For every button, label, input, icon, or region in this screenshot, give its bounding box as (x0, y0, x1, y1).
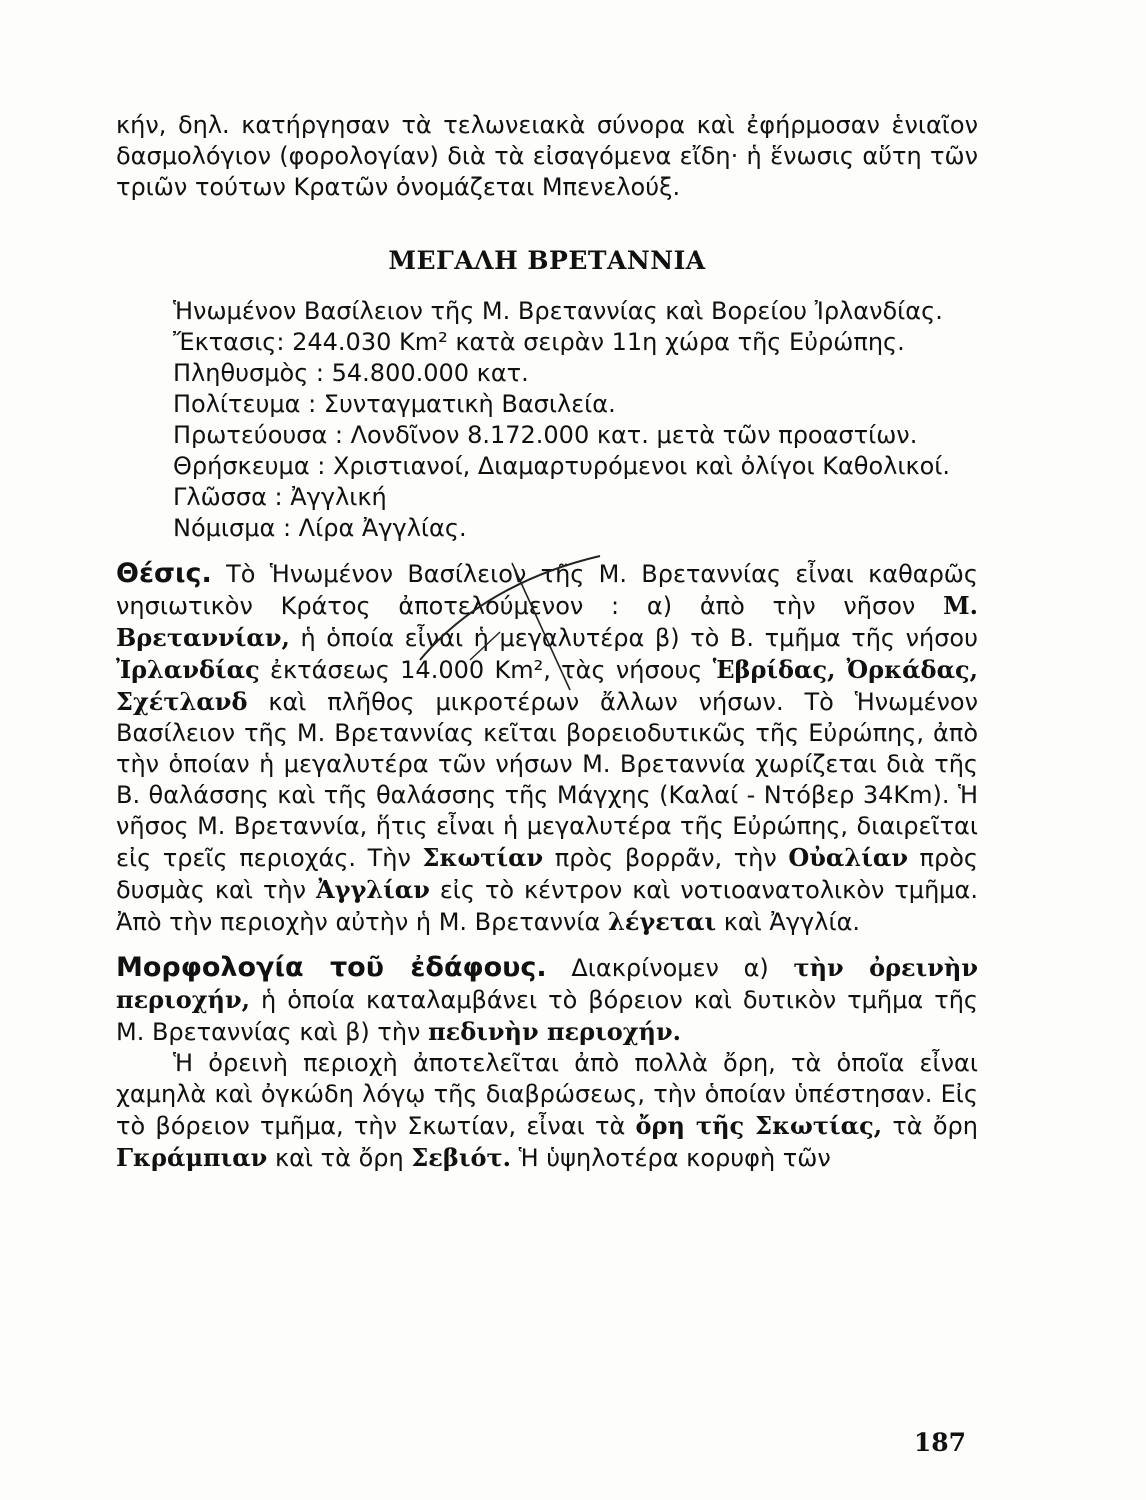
section-heading: ΜΕΓΑΛΗ ΒΡΕΤΑΝΝΙΑ (388, 246, 706, 275)
morphology-paragraph (116, 952, 978, 1048)
mountains-bold-2: Γκράμπιαν (116, 1143, 268, 1172)
position-text-6: πρὸς δυσμὰς καὶ τὴν (116, 844, 979, 904)
mountains-text-1: Ἡ ὀρεινὴ περιοχὴ ἀποτελεῖται ἀπὸ πολλὰ ὄρη, τὰ ὁποῖα εἶναι χαμηλὰ καὶ ὀγκώδη λόγῳ τῆς διαβρώσεως, τὴν ὁποίαν ὑπέστησαν. Εἰς τὸ βόρειον τμῆμα, τὴν Σκωτίαν, εἶναι τὰ (116, 1049, 978, 1140)
position-bold-7: λέγεται (607, 907, 717, 936)
page-number: 187 (913, 1428, 966, 1457)
position-bold-5: Οὐαλίαν (788, 843, 908, 872)
morphology-bold-2: πεδινὴν περιοχήν. (428, 1017, 681, 1046)
position-paragraph (116, 558, 978, 938)
mountains-text-2: τὰ ὄρη (882, 1112, 978, 1140)
position-text-4: καὶ πλῆθος μικροτέρων ἄλλων νήσων. Τὸ Ἡνωμένον Βασίλειον τῆς Μ. Βρεταννίας κεῖται βορειοδυτικῶς τῆς Εὐρώπης, ἀπὸ τὴν ὁποίαν ἡ μεγαλυτέρα τῶν νήσων Μ. Βρεταννία χωρίζεται διὰ τῆς Β. θαλάσσης καὶ τῆς θαλάσσης τῆς Μάγχης (Καλαί - Ντόβερ 34Km). Ἡ νῆσος Μ. Βρεταννία, ἥτις εἶναι ἡ μεγαλυτέρα τῆς Εὐρώπης, διαιρεῖται εἰς τρεῖς περιοχάς. Τὴν (116, 688, 978, 872)
fact-language: Γλῶσσα : Ἀγγλική (173, 483, 387, 511)
morphology-text-1: Διακρίνομεν α) (546, 954, 794, 982)
position-bold-4: Σκωτίαν (422, 843, 544, 872)
mountains-paragraph (116, 1048, 978, 1174)
mountains-bold-1: ὄρη τῆς Σκωτίας, (635, 1111, 883, 1140)
fact-religion: Θρήσκευμα : Χριστιανοί, Διαμαρτυρόμενοι καὶ ὀλίγοι Καθολικοί. (173, 452, 951, 480)
body-text (116, 110, 978, 1174)
position-text-2: ἡ ὁποία εἶναι ἡ μεγαλυτέρα β) τὸ Β. τμῆμα τῆς νήσου (289, 624, 978, 652)
intro-paragraph: κήν, δηλ. κατήργησαν τὰ τελωνειακὰ σύνορα καὶ ἐφήρμοσαν ἑνιαῖον δασμολόγιον (φορολογίαν) διὰ τὰ εἰσαγόμενα εἴδη· ἡ ἕνωσις αὕτη τῶν τριῶν τούτων Κρατῶν ὀνομάζεται Μπενελούξ. (116, 111, 978, 201)
fact-population: Πληθυσμὸς : 54.800.000 κατ. (173, 359, 529, 387)
position-text-7: εἰς τὸ κέντρον καὶ νοτιοανατολικὸν τμῆμα. Ἀπὸ τὴν περιοχὴν αὐτὴν ἡ Μ. Βρεταννία (116, 876, 979, 936)
position-bold-6: Ἀγγλίαν (315, 875, 430, 904)
position-text-8: καὶ Ἀγγλία. (716, 908, 861, 936)
fact-government: Πολίτευμα : Συνταγματικὴ Βασιλεία. (173, 390, 616, 418)
position-text-3: ἐκτάσεως 14.000 Km², τὰς νήσους (259, 656, 713, 684)
position-bold-1: Μ. Βρεταννίαν, (116, 591, 978, 652)
mountains-text-4: Ἡ ὑψηλοτέρα κορυφὴ τῶν (510, 1144, 831, 1172)
mountains-bold-3: Σεβιότ. (411, 1143, 511, 1172)
position-bold-3: Ἑβρίδας, Ὀρκάδας, Σχέτλανδ (116, 655, 979, 716)
position-bold-2: Ἰρλανδίας (116, 655, 260, 684)
position-lead: Θέσις. (116, 558, 212, 589)
fact-currency: Νόμισμα : Λίρα Ἀγγλίας. (173, 514, 467, 542)
fact-official-name: Ἡνωμένον Βασίλειον τῆς Μ. Βρεταννίας καὶ Βορείου Ἰρλανδίας. (173, 297, 943, 325)
morphology-bold-1: τὴν ὀρεινὴν περιοχήν, (116, 953, 979, 1014)
morphology-text-2: ἡ ὁποία καταλαμβάνει τὸ βόρειον καὶ δυτικὸν τμῆμα τῆς Μ. Βρεταννίας καὶ β) τὴν (116, 986, 978, 1046)
fact-area: Ἔκτασις: 244.030 Km² κατὰ σειρὰν 11η χώρα τῆς Εὐρώπης. (173, 328, 905, 356)
mountains-text-3: καὶ τὰ ὄρη (267, 1144, 412, 1172)
position-text-1: Τὸ Ἡνωμένον Βασίλειον τῆς Μ. Βρεταννίας εἶναι καθαρῶς νησιωτικὸν Κράτος ἀποτελούμενον : α) ἀπὸ τὴν νῆσον (116, 560, 978, 620)
position-text-5: πρὸς βορρᾶν, τὴν (543, 844, 789, 872)
morphology-lead: Μορφολογία τοῦ ἐδάφους. (116, 952, 547, 983)
fact-capital: Πρωτεύουσα : Λονδῖνον 8.172.000 κατ. μετὰ τῶν προαστίων. (173, 421, 918, 449)
